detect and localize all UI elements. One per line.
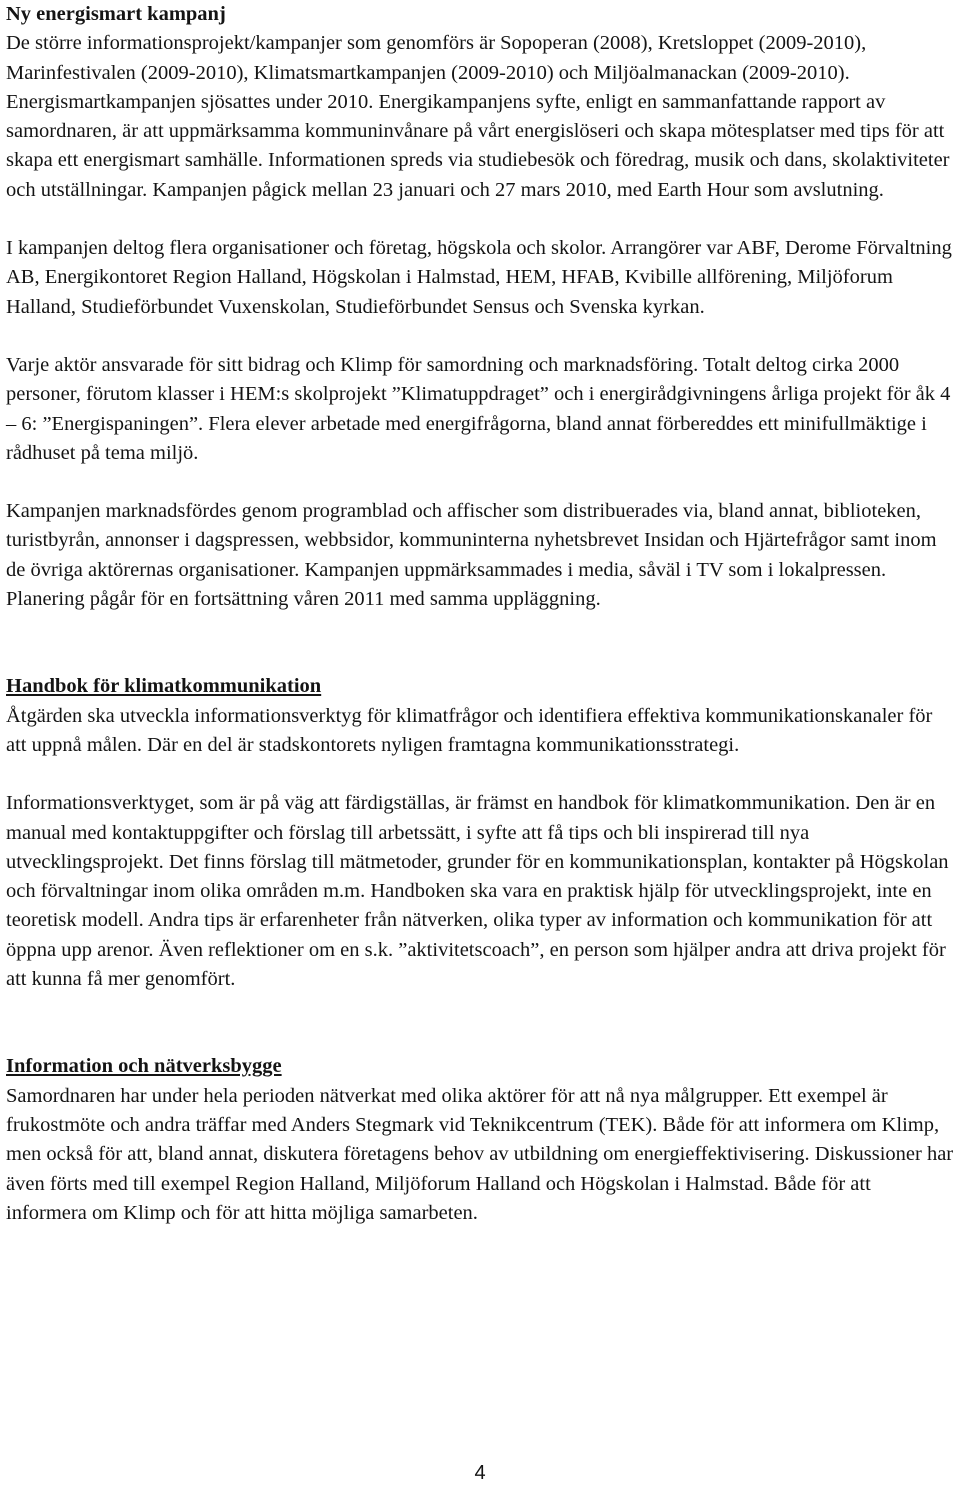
paragraph: De större informationsprojekt/kampanjer som genomförs är Sopoperan (2008), Kretsloppet (2009-2010), Marinfestivalen (2009-2010), Klimatsmartkampanjen (2009-2010) och Miljöalmanackan (2009-2010). Energismartkampanjen sjösattes under 2010. Energikampanjens syfte, enligt en sammanfattande rapport av samordnaren, är att uppmärksamma kommuninvånare på vårt energislöseri och skapa mötesplatser med tips för att skapa ett energismart samhälle. Informationen spreds via studiebesök och föredrag, musik och dans, skolaktiviteter och utställningar. Kampanjen pågick mellan 23 januari och 27 mars 2010, med Earth Hour som avslutning. xyxy=(6,32,950,201)
paragraph: I kampanjen deltog flera organisationer och företag, högskola och skolor. Arrangörer var ABF, Derome Förvaltning AB, Energikontoret Region Halland, Högskolan i Halmstad, HEM, HFAB, Kvibille allförening, Miljöforum Halland, Studieförbundet Vuxenskolan, Studieförbundet Sensus och Svenska kyrkan. xyxy=(6,237,952,318)
section-title-information-natverksbygge: Information och nätverksbygge xyxy=(6,1055,282,1078)
paragraph: Åtgärden ska utveckla informationsverktyg för klimatfrågor och identifiera effektiva kommunikationskanaler för att uppnå målen. Där en del är stadskontorets nyligen framtagna kommunikationsstrategi. xyxy=(6,704,933,756)
paragraph: Kampanjen marknadsfördes genom programblad och affischer som distribuerades via, bland annat, biblioteken, turistbyrån, annonser i dagspressen, webbsidor, kommuninterna nyhetsbrevet Insidan och Hjärtefrågor samt inom de övriga aktörernas organisationer. Kampanjen uppmärksammades i media, såväl i TV som i lokalpressen. Planering pågår för en fortsättning våren 2011 med samma uppläggning. xyxy=(6,500,937,611)
paragraph: Varje aktör ansvarade för sitt bidrag och Klimp för samordning och marknadsföring. Totalt deltog cirka 2000 personer, förutom klasser i HEM:s skolprojekt ”Klimatuppdraget” och i energirådgivningens årliga projekt för åk 4 – 6: ”Energispaningen”. Flera elever arbetade med energifrågorna, bland annat förbereddes ett minifullmäktige i rådhuset på tema miljö. xyxy=(6,353,951,464)
section-title-energismart-kampanj: Ny energismart kampanj xyxy=(6,3,226,25)
page-number: 4 xyxy=(474,1462,486,1484)
document-page xyxy=(6,0,954,1228)
paragraph: Samordnaren har under hela perioden nätverkat med olika aktörer för att nå nya målgrupper. Ett exempel är frukostmöte och andra träffar med Anders Stegmark vid Teknikcentrum (TEK). Både för att informera om Klimp, men också för att, bland annat, diskutera företagens behov av utbildning om energieffektivisering. Diskussioner har även förts med till exempel Region Halland, Miljöforum Halland och Högskolan i Halmstad. Både för att informera om Klimp och för att hitta möjliga samarbeten. xyxy=(6,1084,954,1224)
paragraph: Informationsverktyget, som är på väg att färdigställas, är främst en handbok för klimatkommunikation. Den är en manual med kontaktuppgifter och förslag till arbetssätt, i syfte att få tips och bli inspirerad till nya utvecklingsprojekt. Det finns förslag till mätmetoder, grunder för en kommunikationsplan, kontakter på Högskolan och förvaltningar inom olika områden m.m. Handboken ska vara en praktisk hjälp för utvecklingsprojekt, inte en teoretisk modell. Andra tips är erfarenheter från nätverken, olika typer av information och kommunikation för att öppna upp arenor. Även reflektioner om en s.k. ”aktivitetscoach”, en person som hjälper andra att driva projekt för att kunna få mer genomfört. xyxy=(6,792,949,991)
section-title-handbok: Handbok för klimatkommunikation xyxy=(6,675,322,698)
